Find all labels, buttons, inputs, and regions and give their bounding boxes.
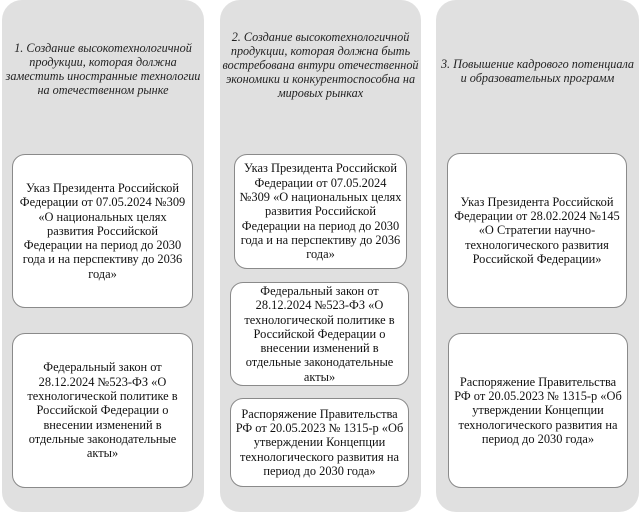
document-box	[12, 154, 193, 308]
document-box	[230, 398, 409, 487]
document-box	[234, 154, 407, 269]
document-text: Федеральный закон от 28.12.2024 №523-ФЗ «О технологической политике в Российской Федерации о внесении изменений в отдельные законодательные акты»	[244, 283, 395, 384]
document-text: Федеральный закон от 28.12.2024 №523-ФЗ «О технологической политике в Российской Федерации о внесении изменений в отдельные законодательные акты»	[27, 360, 178, 461]
document-box	[230, 282, 409, 386]
document-text: Распоряжение Правительства РФ от 20.05.2023 № 1315-р «Об утверждении Концепции технологического развития на период до 2030 года»	[235, 406, 404, 478]
document-text: Указ Президента Российской Федерации от 07.05.2024 №309 «О национальных целях развития Российской Федерации на период до 2030 года и на перспективу до 2036 года»	[19, 180, 186, 281]
column-2-heading: 2. Создание высокотехнологичной продукции, которая должна быть востребована внтури отечественной экономики и конкурентоспособна на мировых рынках	[222, 30, 419, 100]
document-box	[448, 333, 628, 488]
document-box	[12, 333, 193, 488]
document-text: Указ Президента Российской Федерации от 07.05.2024 №309 «О национальных целях развития Российской Федерации на период до 2030 года и на перспективу до 2036 года»	[239, 161, 402, 262]
document-text: Указ Президента Российской Федерации от 28.02.2024 №145 «О Стратегии научно-технологического развития Российской Федерации»	[454, 194, 620, 266]
column-3-heading: 3. Повышение кадрового потенциала и образовательных программ	[440, 57, 635, 85]
document-text: Распоряжение Правительства РФ от 20.05.2023 № 1315-р «Об утверждении Концепции технологического развития на период до 2030 года»	[454, 374, 622, 446]
document-box	[447, 153, 627, 308]
column-1-heading: 1. Создание высокотехнологичной продукции, которая должна заместить иностранные технологии на отечественном рынке	[5, 41, 201, 97]
